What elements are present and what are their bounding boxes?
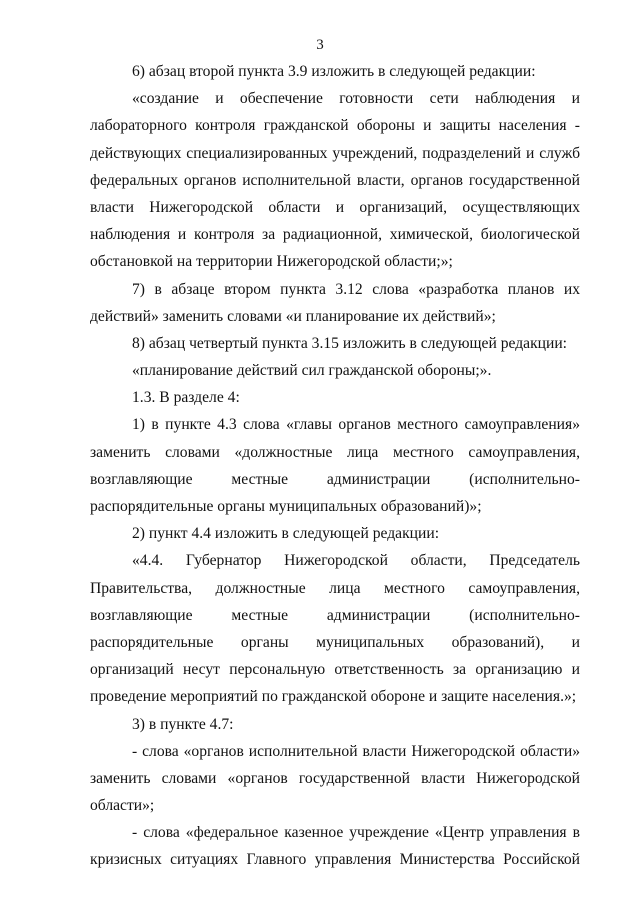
text-line: возглавляющие местные администрации (исполнительно- [90, 606, 580, 624]
text-line: 6) абзац второй пункта 3.9 изложить в следующей редакции: [132, 63, 536, 80]
paragraph [90, 711, 580, 738]
paragraph [90, 384, 580, 411]
text-line: - слова «органов исполнительной власти Нижегородской области» [132, 742, 580, 760]
paragraph [90, 276, 580, 330]
text-line: 3) в пункте 4.7: [132, 715, 234, 733]
paragraph [90, 357, 580, 384]
text-line: возглавляющие местные администрации (исполнительно- [90, 470, 580, 488]
text-line: лабораторного контроля гражданской обороны и защиты населения - [90, 117, 580, 135]
page-number: 3 [316, 37, 324, 53]
text-line: «создание и обеспечение готовности сети наблюдения и [132, 90, 580, 108]
text-line: «планирование действий сил гражданской обороны;». [132, 362, 492, 380]
document-body [90, 58, 580, 874]
text-line: действующих специализированных учреждений, подразделений и служб [90, 144, 580, 162]
paragraph [90, 738, 580, 820]
text-line: распорядительные органы муниципальных образований)»; [90, 498, 482, 515]
paragraph [90, 411, 580, 520]
paragraph [90, 58, 580, 85]
text-line: заменить словами «органов государственной власти Нижегородской [90, 769, 580, 787]
text-line: «4.4. Губернатор Нижегородской области, Председатель [132, 552, 580, 570]
paragraph [90, 85, 580, 275]
text-line: обстановкой на территории Нижегородской области;»; [90, 253, 453, 271]
text-line: Правительства, должностные лица местного самоуправления, [90, 579, 580, 597]
text-line: 7) в абзаце втором пункта 3.12 слова «разработка планов их [132, 280, 580, 298]
text-line: 2) пункт 4.4 изложить в следующей редакции: [132, 525, 440, 543]
text-line: распорядительные органы муниципальных образований), и [90, 633, 580, 651]
text-line: 1.3. В разделе 4: [132, 389, 240, 407]
text-line: кризисных ситуациях Главного управления Министерства Российской [90, 851, 580, 869]
paragraph [90, 547, 580, 710]
text-line: федеральных органов исполнительной власти, органов государственной [90, 171, 580, 189]
text-line: наблюдения и контроля за радиационной, химической, биологической [90, 226, 580, 244]
paragraph [90, 520, 580, 547]
text-line: области»; [90, 797, 155, 815]
text-line: заменить словами «должностные лица местного самоуправления, [90, 443, 580, 461]
text-line: 1) в пункте 4.3 слова «главы органов местного самоуправления» [132, 416, 580, 434]
text-line: проведение мероприятий по гражданской обороне и защите населения.»; [90, 688, 577, 706]
text-line: - слова «федеральное казенное учреждение «Центр управления в [132, 824, 580, 842]
paragraph [90, 330, 580, 357]
text-line: 8) абзац четвертый пункта 3.15 изложить в следующей редакции: [132, 334, 568, 352]
text-line: организаций несут персональную ответственность за организацию и [90, 661, 580, 679]
paragraph [90, 819, 580, 873]
text-line: действий» заменить словами «и планирование их действий»; [90, 307, 496, 325]
text-line: власти Нижегородской области и организаций, осуществляющих [90, 198, 580, 216]
